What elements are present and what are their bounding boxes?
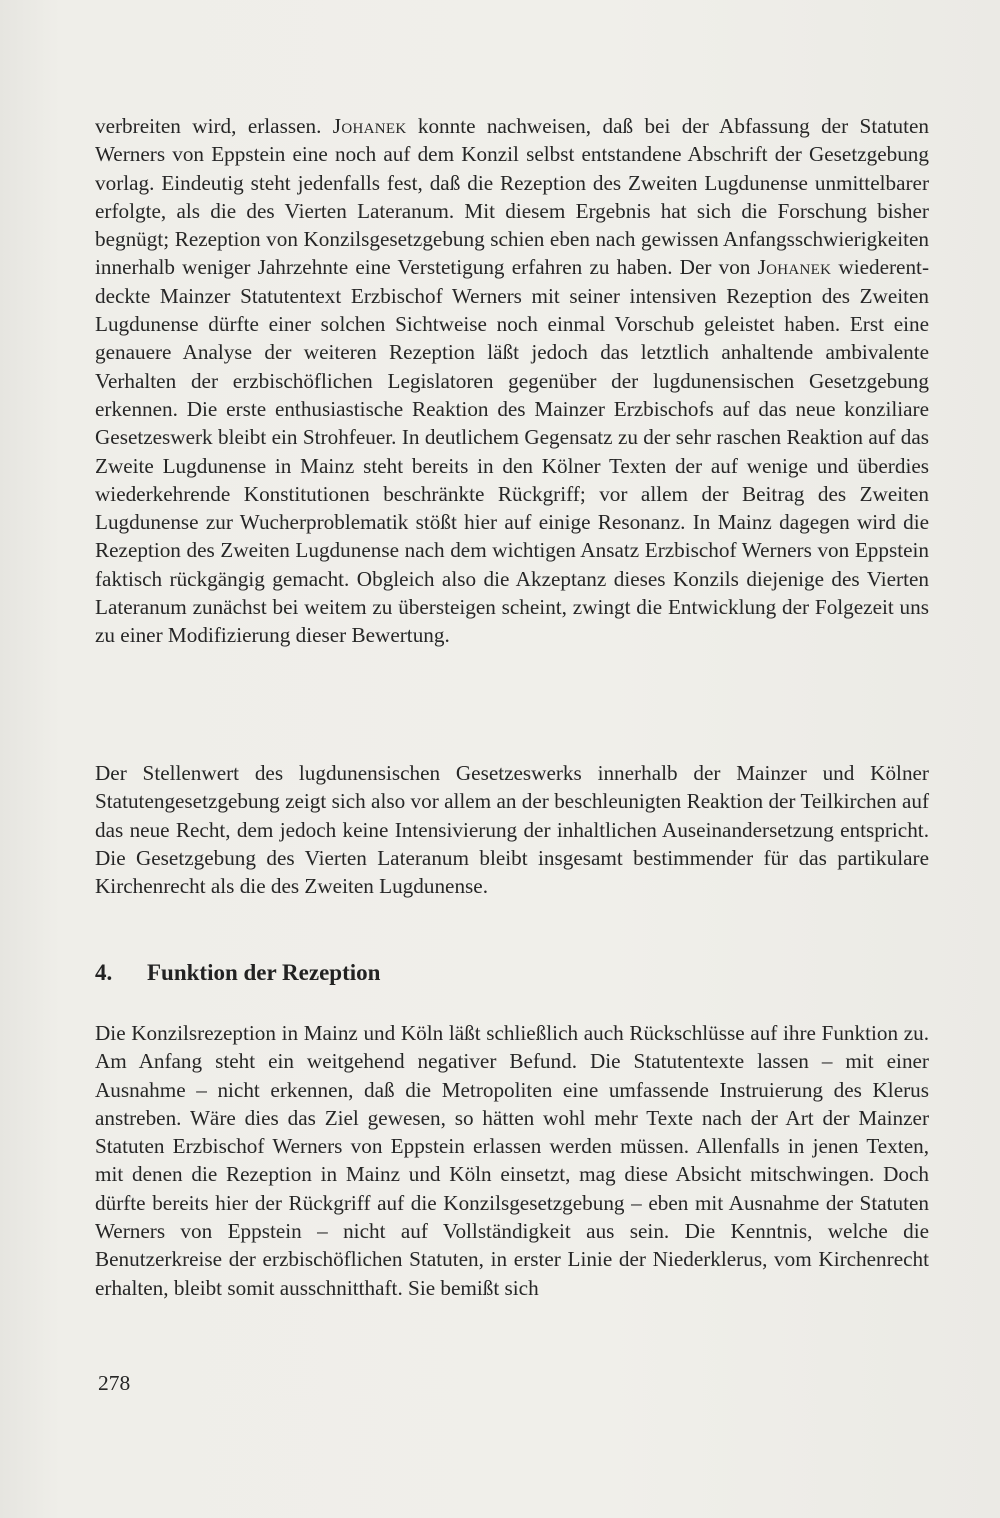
paragraph-3 <box>95 1019 929 1302</box>
paragraph-2 <box>95 759 929 900</box>
author-name-johanek: Johanek <box>332 114 407 138</box>
paragraph-1-text-b: konnte nachweisen, daß bei der Abfassung der Statuten Werners von Eppstein eine noch auf dem Konzil selbst entstandene Abschrift der Gesetzgebung vorlag. Eindeutig steht jedenfalls fest, daß die Rezeption des Zweiten Lugdunense unmittelbarer erfolgte, als die des Vierten Lateranum. Mit diesem Ergebnis hat sich die Forschung bisher begnügt; Rezeption von Konzilsgesetzgebung schien eben nach gewissen Anfangsschwierigkeiten innerhalb weniger Jahrzehnte eine Verstetigung erfahren zu haben. Der von <box>95 114 929 280</box>
paragraph-1 <box>95 112 929 650</box>
paragraph-1-text-a: verbreiten wird, erlassen. <box>95 114 333 138</box>
page-number: 278 <box>98 1371 131 1395</box>
paragraph-3-text: Die Konzilsrezeption in Mainz und Köln läßt schließlich auch Rückschlüsse auf ihre Funktion zu. Am Anfang steht ein weitgehend negativer Befund. Die Statutentexte lassen – mit einer Ausnahme – nicht erkennen, daß die Metropoliten eine umfassende Instruierung des Klerus anstreben. Wäre dies das Ziel gewesen, so hätten wohl mehr Texte nach der Art der Mainzer Statuten Erzbischof Werners von Eppstein erlassen werden müssen. Allenfalls in jenen Texten, mit denen die Rezeption in Mainz und Köln einsetzt, mag diese Absicht mitschwingen. Doch dürfte bereits hier der Rückgriff auf die Konzilsgesetzgebung – eben mit Ausnahme der Statuten Werners von Eppstein – nicht auf Vollständigkeit aus sein. Die Kenntnis, welche die Benutzerkreise der erzbischöflichen Statuten, in erster Linie der Niederklerus, vom Kirchenrecht erhalten, bleibt somit ausschnitthaft. Sie bemißt sich <box>95 1021 929 1300</box>
paragraph-1-text-c: wiederentdeckte Mainzer Statutentext Erzbischof Werners mit seiner intensiven Rezeption des Zweiten Lugdunense dürfte einer solchen Sichtweise noch einmal Vorschub geleistet haben. Erst eine genauere Analyse der weiteren Rezeption läßt jedoch das letztlich anhaltende ambivalente Verhalten der erzbischöflichen Legislatoren gegenüber der lugdunensischen Gesetzgebung erkennen. Die erste enthusiastische Reaktion des Mainzer Erzbischofs auf das neue konziliare Gesetzeswerk bleibt ein Strohfeuer. In deutlichem Gegensatz zu der sehr raschen Reaktion auf das Zweite Lugdunense in Mainz steht bereits in den Kölner Texten der auf wenige und überdies wiederkehrende Konstitutionen beschränkte Rückgriff; vor allem der Beitrag des Zweiten Lugdunense zur Wucherproblematik stößt hier auf einige Resonanz. In Mainz dagegen wird die Rezeption des Zweiten Lugdunense nach dem wichtigen Ansatz Erzbischof Werners von Eppstein faktisch rückgängig gemacht. Obgleich also die Akzeptanz dieses Konzils diejenige des Vierten Lateranum zunächst bei weitem zu übersteigen scheint, zwingt die Entwicklung der Folgezeit uns zu einer Modifizierung dieser Bewertung. <box>95 255 929 648</box>
section-heading <box>95 958 380 988</box>
paragraph-2-text: Der Stellenwert des lugdunensischen Gesetzeswerks innerhalb der Mainzer und Kölner Statutengesetzgebung zeigt sich also vor allem an der beschleunigten Reaktion der Teilkirchen auf das neue Recht, dem jedoch keine Intensivierung der inhaltlichen Auseinandersetzung entspricht. Die Gesetzgebung des Vierten Lateranum bleibt insgesamt bestimmender für das partikulare Kirchenrecht als die des Zweiten Lugdunense. <box>95 761 929 899</box>
section-title: Funktion der Rezeption <box>147 960 381 985</box>
section-number: 4. <box>95 960 113 985</box>
author-name-johanek: Johanek <box>757 255 832 280</box>
